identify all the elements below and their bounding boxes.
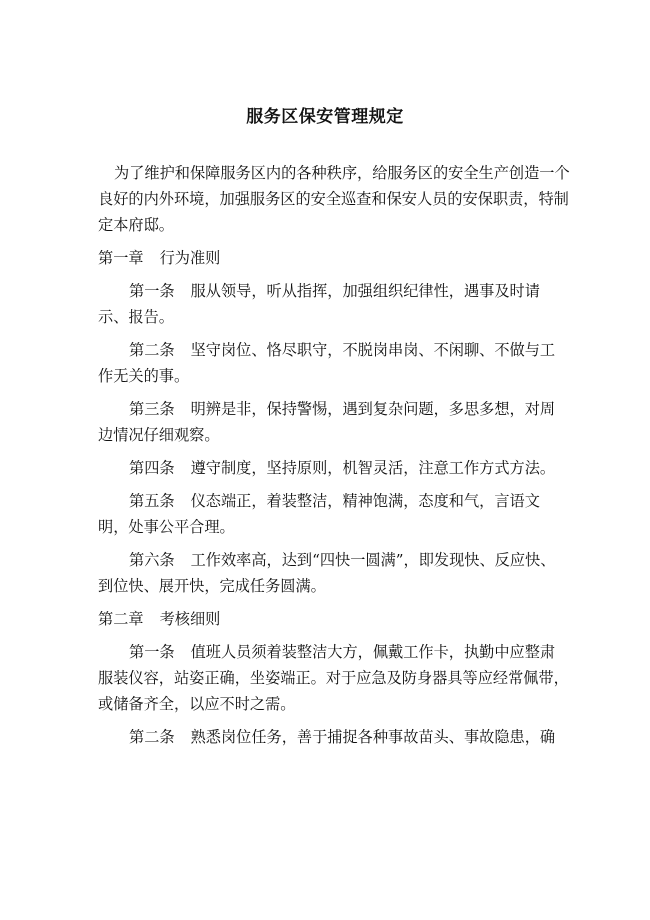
chapter-label: 第二章 [98, 610, 144, 628]
chapter-heading-2 [98, 606, 570, 632]
article-2-2 [98, 724, 570, 750]
article-text: 熟悉岗位任务，善于捕捉各种事故苗头、事故隐患，确 [190, 728, 556, 746]
article-label: 第二条 [129, 728, 175, 746]
chapter-heading-1 [98, 245, 570, 271]
intro-paragraph: 为了维护和保障服务区内的各种秩序，给服务区的安全生产创造一个良好的内外环境，加强服务区的安全巡查和保安人员的安保职责，特制定本府邸。 [98, 164, 570, 234]
chapter-title: 行为准则 [159, 249, 221, 267]
article-text: 工作效率高，达到“四快一圆满”，即发现快、反应快、到位快、展开快，完成任务圆满。 [98, 551, 556, 595]
article-text: 遵守制度，坚持原则，机智灵活，注意工作方式方法。 [190, 459, 556, 477]
article-label: 第三条 [129, 400, 175, 418]
article-1-2 [98, 337, 570, 389]
article-label: 第五条 [129, 492, 175, 510]
article-text: 坚守岗位、恪尽职守，不脱岗串岗、不闲聊、不做与工作无关的事。 [98, 341, 556, 385]
article-text: 仪态端正，着装整洁，精神饱满，态度和气，言语文明，处事公平合理。 [98, 492, 540, 536]
article-1-3 [98, 396, 570, 448]
chapter-title: 考核细则 [159, 610, 221, 628]
chapter-label: 第一章 [98, 249, 144, 267]
document-title: 服务区保安管理规定 [246, 107, 404, 127]
article-label: 第四条 [129, 459, 175, 477]
article-label: 第一条 [129, 282, 175, 300]
article-label: 第六条 [129, 551, 175, 569]
article-1-4 [98, 455, 570, 481]
article-text: 服从领导，听从指挥，加强组织纪律性，遇事及时请示、报告。 [98, 282, 540, 326]
article-text: 值班人员须着装整洁大方，佩戴工作卡，执勤中应整肃服装仪容，站姿正确，坐姿端正。对于应急及防身器具等应经常佩带，或储备齐全，以应不时之需。 [98, 643, 569, 713]
document-body [98, 160, 570, 757]
article-text: 明辨是非，保持警惕，遇到复杂问题，多思多想，对周边情况仔细观察。 [98, 400, 556, 444]
article-label: 第二条 [129, 341, 175, 359]
article-1-5 [98, 488, 570, 540]
article-2-1 [98, 639, 570, 717]
article-1-6 [98, 547, 570, 599]
article-1-1 [98, 278, 570, 330]
article-label: 第一条 [129, 643, 175, 661]
